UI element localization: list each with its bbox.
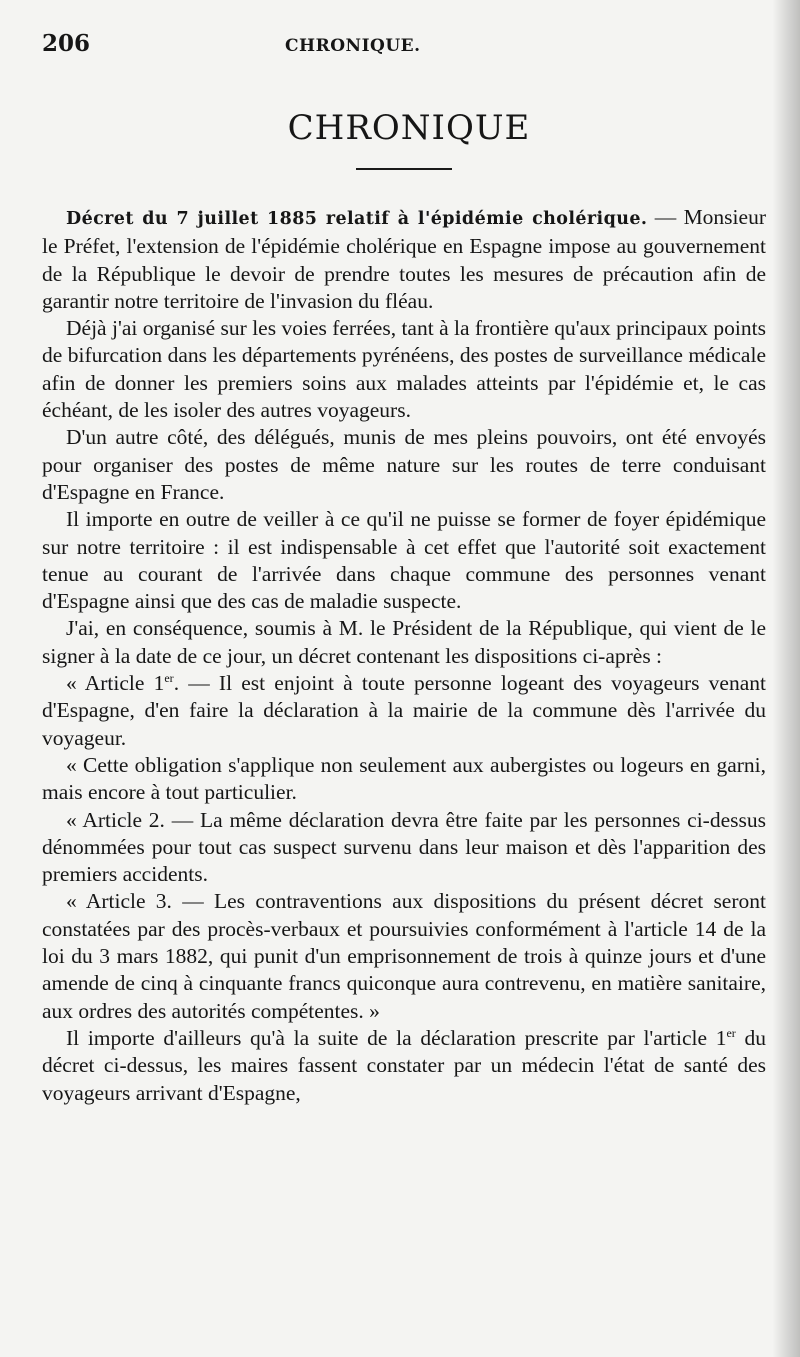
running-head: CHRONIQUE. [285, 36, 421, 56]
paragraph-2: D'un autre côté, des délégués, munis de mes pleins pouvoirs, ont été envoyés pour organiser des postes de même nature sur les routes de terre conduisant d'Espagne en France. [42, 425, 766, 504]
article-2-paragraph: « Article 2. — La même déclaration devra être faite par les personnes ci-dessus dénommées pour tout cas suspect survenu dans leur maison et dès l'apparition des premiers accidents. [42, 807, 766, 887]
decree-paragraph [42, 204, 766, 315]
article-1-prefix: « Article 1 [66, 671, 165, 696]
binding-shadow [772, 0, 800, 1357]
page-header [42, 30, 766, 74]
closing-superscript: er [726, 1025, 736, 1040]
decree-opening: — Monsieur le Préfet, l'extension de l'épidémie cholérique en Espagne impose au gouvernement de la République le devoir de prendre toutes les mesures de précaution afin de garantir notre territoire de l'invasion du fléau. [42, 205, 766, 313]
paragraph-1: Déjà j'ai organisé sur les voies ferrées, tant à la frontière qu'aux principaux points de bifurcation dans les départements pyrénéens, des postes de surveillance médicale afin de donner les premiers soins aux malades atteints par l'épidémie et, le cas échéant, de les isoler des autres voyageurs. [42, 316, 766, 423]
article-1-paragraph [42, 670, 766, 752]
decree-heading: Décret du 7 juillet 1885 relatif à l'épidémie cholérique. [66, 209, 648, 229]
closing-paragraph [42, 1025, 766, 1107]
article-body [42, 204, 766, 1107]
section-title: CHRONIQUE [287, 108, 531, 148]
closing-before: Il importe d'ailleurs qu'à la suite de la déclaration prescrite par l'article 1 [66, 1025, 727, 1050]
paragraph-3: Il importe en outre de veiller à ce qu'il ne puisse se former de foyer épidémique sur notre territoire : il est indispensable à cet effet que l'autorité soit exactement tenue au courant de l'arrivée dans chaque commune des personnes venant d'Espagne ainsi que des cas de maladie suspecte. [42, 507, 766, 614]
closing-after: du décret ci-dessus, les maires fassent constater par un médecin l'état de santé des voyageurs arrivant d'Espagne, [42, 1025, 766, 1105]
article-1-text: . — Il est enjoint à toute personne logeant des voyageurs venant d'Espagne, d'en faire la déclaration à la mairie de la commune dès l'arrivée du voyageur. [42, 671, 766, 750]
title-rule [356, 168, 452, 170]
page-number: 206 [42, 30, 91, 57]
article-1-superscript: er [164, 670, 174, 685]
article-paragraph-obligation: « Cette obligation s'applique non seulement aux aubergistes ou logeurs en garni, mais encore à tout particulier. [42, 752, 766, 805]
article-3-paragraph: « Article 3. — Les contraventions aux dispositions du présent décret seront constatées par des procès-verbaux et poursuivies conformément à l'article 14 de la loi du 3 mars 1882, qui punit d'un emprisonnement de trois à quinze jours et d'une amende de cinq à cinquante francs quiconque aura contrevenu, en matière sanitaire, aux ordres des autorités compétentes. » [42, 889, 766, 1023]
paragraph-4: J'ai, en conséquence, soumis à M. le Président de la République, qui vient de le signer à la date de ce jour, un décret contenant les dispositions ci-après : [42, 616, 766, 668]
